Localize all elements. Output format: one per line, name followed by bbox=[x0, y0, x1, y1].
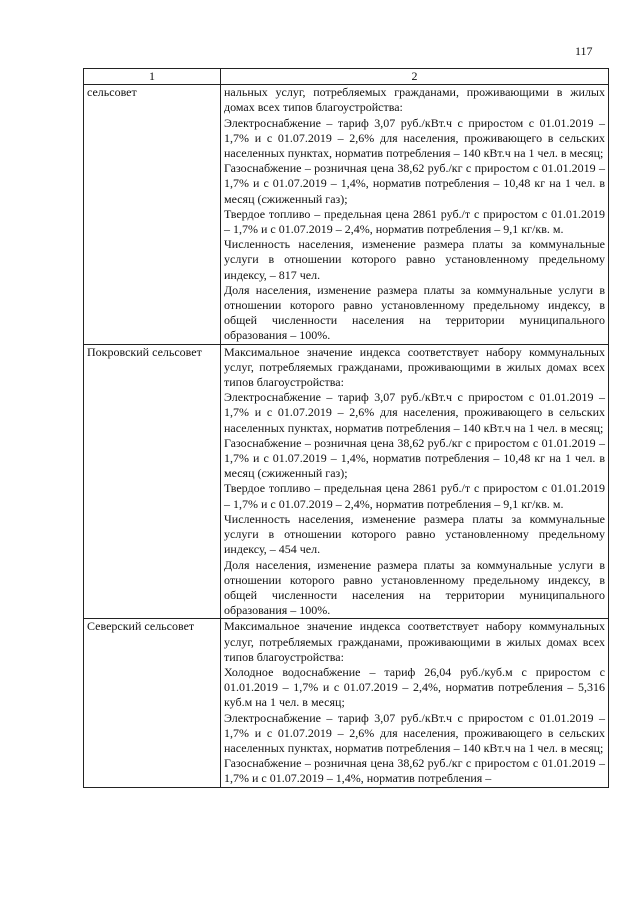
paragraph: Численность населения, изменение размера платы за коммунальные услуги в отношении которого равно установленному предельному индексу, – 454 чел. bbox=[224, 511, 605, 557]
paragraph: Электроснабжение – тариф 3,07 руб./кВт.ч с приростом с 01.01.2019 – 1,7% и с 01.07.2019 – 2,6% для населения, проживающего в сельских населенных пунктах, норматив потребления – 140 кВт.ч на 1 чел. в месяц; bbox=[224, 115, 605, 161]
table-row bbox=[84, 85, 609, 344]
paragraph: Численность населения, изменение размера платы за коммунальные услуги в отношении которого равно установленному предельному индексу, – 817 чел. bbox=[224, 237, 605, 282]
paragraph: Газоснабжение – розничная цена 38,62 руб./кг с приростом с 01.01.2019 – 1,7% и с 01.07.2019 – 1,4%, норматив потребления – 10,48 кг на 1 чел. в месяц (сжиженный газ); bbox=[224, 435, 605, 481]
municipality-name: Покровский сельсовет bbox=[84, 344, 221, 619]
header-row bbox=[84, 69, 609, 85]
paragraph: Холодное водоснабжение – тариф 26,04 руб./куб.м с приростом с 01.01.2019 – 1,7% и с 01.07.2019 – 2,4%, норматив потребления – 5,316 куб.м на 1 чел. в месяц; bbox=[224, 664, 605, 710]
paragraph: Максимальное значение индекса соответствует набору коммунальных услуг, потребляемых гражданами, проживающими в жилых домах всех типов благоустройства: bbox=[224, 344, 605, 390]
paragraph: Электроснабжение – тариф 3,07 руб./кВт.ч с приростом с 01.01.2019 – 1,7% и с 01.07.2019 – 2,6% для населения, проживающего в сельских населенных пунктах, норматив потребления – 140 кВт.ч на 1 чел. в месяц; bbox=[224, 390, 605, 435]
column-header-2: 2 bbox=[221, 69, 609, 85]
paragraph: Твердое топливо – предельная цена 2861 руб./т с приростом с 01.01.2019 – 1,7% и с 01.07.2019 – 2,4%, норматив потребления – 9,1 кг/кв. м. bbox=[224, 481, 605, 511]
table-row bbox=[84, 619, 609, 787]
index-description bbox=[221, 344, 609, 619]
paragraph: Твердое топливо – предельная цена 2861 руб./т с приростом с 01.01.2019 – 1,7% и с 01.07.2019 – 2,4%, норматив потребления – 9,1 кг/кв. м. bbox=[224, 206, 605, 237]
column-header-1: 1 bbox=[84, 69, 221, 85]
page-number: 117 bbox=[575, 44, 593, 58]
paragraph: Электроснабжение – тариф 3,07 руб./кВт.ч с приростом с 01.01.2019 – 1,7% и с 01.07.2019 – 2,6% для населения, проживающего в сельских населенных пунктах, норматив потребления – 140 кВт.ч на 1 чел. в месяц; bbox=[224, 710, 605, 755]
index-description bbox=[221, 85, 609, 344]
table-row bbox=[84, 344, 609, 619]
paragraph: Максимальное значение индекса соответствует набору коммунальных услуг, потребляемых гражданами, проживающими в жилых домах всех типов благоустройства: bbox=[224, 619, 605, 664]
paragraph: Газоснабжение – розничная цена 38,62 руб./кг с приростом с 01.01.2019 – 1,7% и с 01.07.2019 – 1,4%, норматив потребления – bbox=[224, 756, 605, 786]
municipality-name: сельсовет bbox=[84, 85, 221, 344]
paragraph: Доля населения, изменение размера платы за коммунальные услуги в отношении которого равно установленному предельному индексу, в общей численности населения на территории муниципального образования – 100%. bbox=[224, 557, 605, 618]
paragraph: Доля населения, изменение размера платы за коммунальные услуги в отношении которого равно установленному предельному индексу, в общей численности населения на территории муниципального образования – 100%. bbox=[224, 282, 605, 343]
index-description bbox=[221, 619, 609, 787]
municipal-index-table bbox=[83, 68, 609, 788]
paragraph: нальных услуг, потребляемых гражданами, проживающими в жилых домах всех типов благоустройства: bbox=[224, 85, 605, 115]
paragraph: Газоснабжение – розничная цена 38,62 руб./кг с приростом с 01.01.2019 – 1,7% и с 01.07.2019 – 1,4%, норматив потребления – 10,48 кг на 1 чел. в месяц (сжиженный газ); bbox=[224, 161, 605, 206]
municipality-name: Северский сельсовет bbox=[84, 619, 221, 787]
